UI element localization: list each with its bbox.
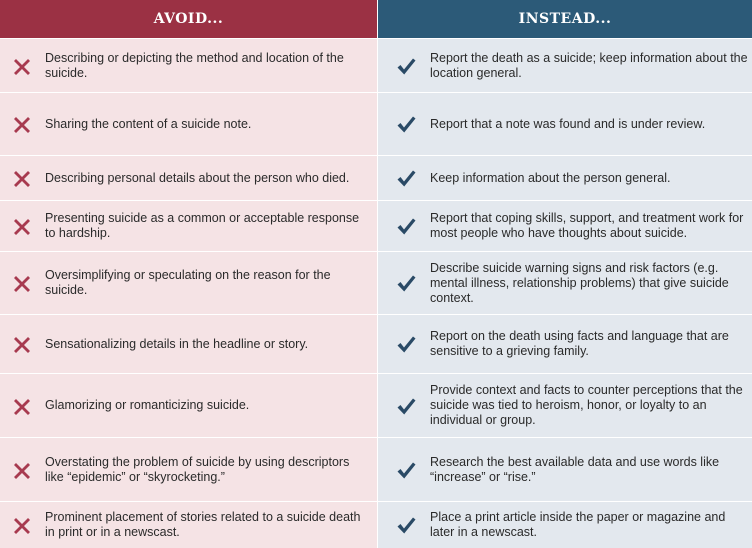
- avoid-text: Oversimplifying or speculating on the reason for the suicide.: [45, 268, 331, 297]
- instead-text: Research the best available data and use words like “increase” or “rise.”: [430, 454, 720, 484]
- avoid-text: Sensationalizing details in the headline or story.: [45, 336, 309, 351]
- instead-row-4: [378, 200, 752, 251]
- checkmark-icon: [396, 168, 416, 188]
- avoid-header: AVOID...: [0, 0, 377, 38]
- x-mark-icon: [12, 334, 32, 354]
- instead-text: Describe suicide warning signs and risk factors (e.g. mental illness, relationship problems) that give suicide context.: [430, 260, 729, 305]
- checkmark-icon: [396, 396, 416, 416]
- instead-text: Place a print article inside the paper or magazine and later in a newscast.: [430, 510, 726, 539]
- avoid-row-9: [0, 501, 377, 548]
- instead-row-3: [378, 155, 752, 200]
- avoid-row-1: [0, 38, 377, 92]
- instead-row-9: [378, 501, 752, 548]
- instead-header: INSTEAD...: [378, 0, 752, 38]
- avoid-row-3: [0, 155, 377, 200]
- instead-row-5: [378, 251, 752, 314]
- x-mark-icon: [12, 56, 32, 76]
- avoid-text: Describing personal details about the person who died.: [45, 170, 350, 185]
- avoid-row-5: [0, 251, 377, 314]
- x-mark-icon: [12, 216, 32, 236]
- x-mark-icon: [12, 168, 32, 188]
- instead-text: Report that coping skills, support, and treatment work for most people who have thoughts about suicide.: [430, 211, 744, 240]
- checkmark-icon: [396, 114, 416, 134]
- instead-row-6: [378, 314, 752, 373]
- x-mark-icon: [12, 114, 32, 134]
- avoid-row-4: [0, 200, 377, 251]
- avoid-text: Presenting suicide as a common or acceptable response to hardship.: [45, 211, 360, 240]
- instead-text: Provide context and facts to counter perceptions that the suicide was tied to heroism, honor, or loyalty to an individual or group.: [430, 383, 743, 427]
- instead-row-8: [378, 437, 752, 501]
- instead-row-2: [378, 92, 752, 155]
- avoid-text: Sharing the content of a suicide note.: [45, 116, 252, 131]
- avoid-text: Prominent placement of stories related to a suicide death in print or in a newscast.: [45, 510, 361, 539]
- x-mark-icon: [12, 460, 32, 480]
- avoid-row-7: [0, 373, 377, 437]
- checkmark-icon: [396, 515, 416, 535]
- avoid-row-8: [0, 437, 377, 501]
- avoid-row-2: [0, 92, 377, 155]
- x-mark-icon: [12, 396, 32, 416]
- avoid-row-6: [0, 314, 377, 373]
- instead-text: Report on the death using facts and language that are sensitive to a grieving family.: [430, 329, 729, 358]
- avoid-text: Overstating the problem of suicide by using descriptors like “epidemic” or “skyrocketing.”: [45, 454, 350, 484]
- instead-text: Report the death as a suicide; keep information about the location general.: [430, 50, 748, 80]
- x-mark-icon: [12, 515, 32, 535]
- checkmark-icon: [396, 216, 416, 236]
- x-mark-icon: [12, 273, 32, 293]
- checkmark-icon: [396, 460, 416, 480]
- instead-row-1: [378, 38, 752, 92]
- instead-text: Keep information about the person general.: [430, 170, 671, 185]
- avoid-text: Describing or depicting the method and location of the suicide.: [45, 50, 344, 80]
- checkmark-icon: [396, 334, 416, 354]
- instead-text: Report that a note was found and is under review.: [430, 116, 706, 131]
- avoid-text: Glamorizing or romanticizing suicide.: [45, 398, 250, 412]
- checkmark-icon: [396, 56, 416, 76]
- instead-row-7: [378, 373, 752, 437]
- checkmark-icon: [396, 273, 416, 293]
